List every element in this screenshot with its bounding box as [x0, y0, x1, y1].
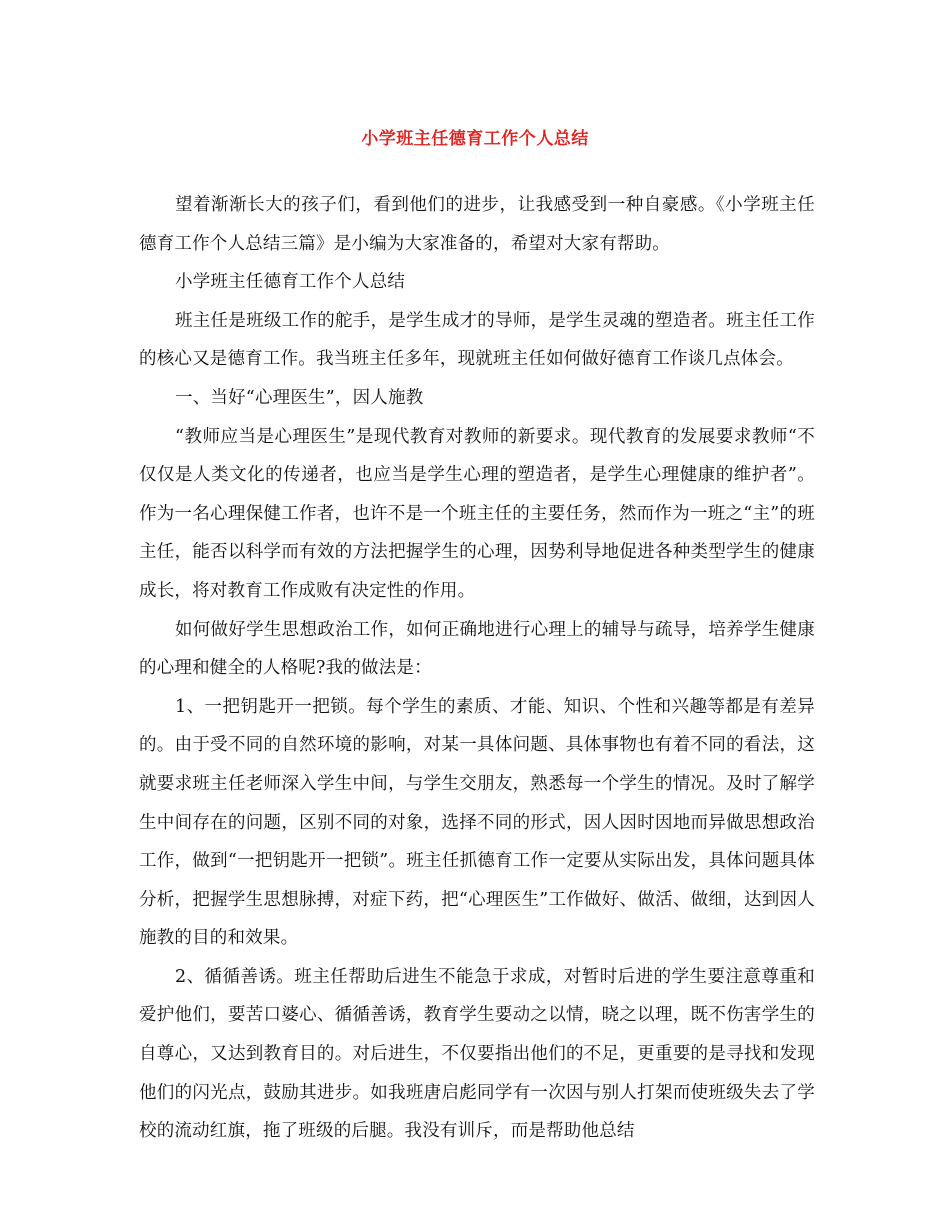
paragraph-subtitle: 小学班主任德育工作个人总结 [175, 272, 406, 293]
document-title: 小学班主任德育工作个人总结 [361, 129, 589, 149]
paragraph-intro: 望着渐渐长大的孩子们，看到他们的进步，让我感受到一种自豪感。《小学班主任德育工作个人总结三篇》是小编为大家准备的，希望对大家有帮助。 [139, 195, 815, 254]
section-heading-1: 一、当好“心理医生”，因人施教 [175, 387, 424, 408]
document-body [139, 186, 815, 1151]
paragraph-psychology: “教师应当是心理医生”是现代教育对教师的新要求。现代教育的发展要求教师“不仅仅是人类文化的传递者，也应当是学生心理的塑造者，是学生心理健康的维护者”。作为一名心理保健工作者，也许不是一个班主任的主要任务，然而作为一班之“主”的班主任，能否以科学而有效的方法把握学生的心理，因势利导地促进各种类型学生的健康成长，将对教育工作成败有决定性的作用。 [139, 426, 815, 601]
paragraph-point-2: 2、循循善诱。班主任帮助后进生不能急于求成，对暂时后进的学生要注意尊重和爱护他们，要苦口婆心、循循善诱，教育学生要动之以情，晓之以理，既不伤害学生的自尊心，又达到教育目的。对后进生，不仅要指出他们的不足，更重要的是寻找和发现他们的闪光点，鼓励其进步。如我班唐启彪同学有一次因与别人打架而使班级失去了学校的流动红旗，拖了班级的后腿。我没有训斥，而是帮助他总结 [139, 966, 815, 1142]
paragraph-opening: 班主任是班级工作的舵手，是学生成才的导师，是学生灵魂的塑造者。班主任工作的核心又是德育工作。我当班主任多年，现就班主任如何做好德育工作谈几点体会。 [139, 310, 815, 370]
paragraph-question: 如何做好学生思想政治工作，如何正确地进行心理上的辅导与疏导，培养学生健康的心理和健全的人格呢?我的做法是： [139, 619, 815, 679]
paragraph-point-1: 1、一把钥匙开一把锁。每个学生的素质、才能、知识、个性和兴趣等都是有差异的。由于受不同的自然环境的影响，对某一具体问题、具体事物也有着不同的看法，这就要求班主任老师深入学生中间，与学生交朋友，熟悉每一个学生的情况。及时了解学生中间存在的问题，区别不同的对象，选择不同的形式，因人因时因地而异做思想政治工作，做到“一把钥匙开一把锁”。班主任抓德育工作一定要从实际出发，具体问题具体分析，把握学生思想脉搏，对症下药，把“心理医生”工作做好、做活、做细，达到因人施教的目的和效果。 [139, 696, 815, 949]
